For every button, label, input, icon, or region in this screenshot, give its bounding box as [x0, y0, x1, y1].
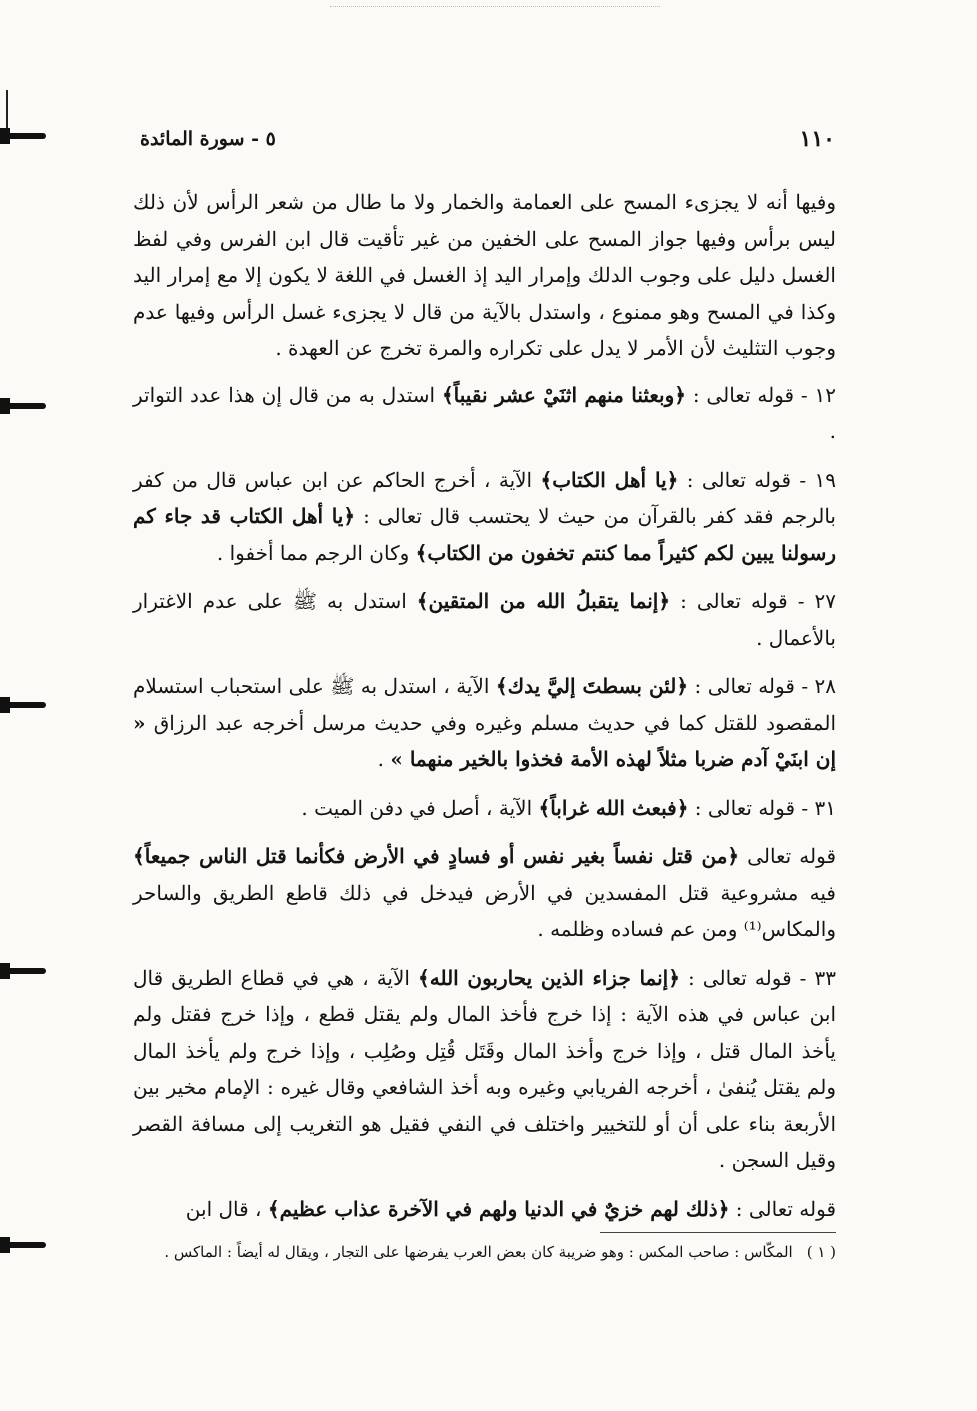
- paragraph-text: وفيها أنه لا يجزىء المسح على العمامة والخمار ولا ما طال من شعر الرأس لأن ذلك ليس برأس وفيها جواز المسح على الخفين من غير تأقيت قال ابن الفرس وفي لفظ الغسل دليل على وجوب الدلك وإمرار اليد إذ الغسل في اللغة لا يكون إلا مع إمرار اليد وكذا في المسح وهو ممنوع ، واستدل بالآية من قال لا يجزىء غسل الرأس وفيها عدم وجوب التثليث لأن الأمر لا يدل على تكراره والمرة تخرج عن العهدة .: [133, 190, 836, 360]
- running-title: ٥ - سورة المائدة: [140, 128, 276, 150]
- footnote-marker: ( ١ ): [806, 1243, 836, 1261]
- verse-ref: ٢٨ - قوله تعالى :: [688, 674, 836, 698]
- quran-quote: ﴿يا أهل الكتاب قد جاء كم رسولنا يبين لكم كثيراً مما كنتم تخفون من الكتاب﴾: [133, 504, 836, 565]
- body-text: [133, 184, 836, 1239]
- page-header: [140, 126, 835, 156]
- binding-mark: [0, 963, 48, 979]
- paragraph: [133, 838, 836, 948]
- commentary: فيه مشروعية قتل المفسدين في الأرض فيدخل في ذلك قاطع الطريق والساحر والمكاس⁽¹⁾ ومن عم فساده وظلمه .: [133, 880, 836, 941]
- verse-ref: قوله تعالى :: [729, 1196, 836, 1221]
- top-rule: [330, 0, 660, 7]
- footnote-text: المكّاس : صاحب المكس : وهو ضريبة كان بعض العرب يفرضها على التجار ، ويقال له أيضاً : الماكس .: [164, 1243, 793, 1261]
- binding-mark: [0, 697, 48, 713]
- quran-quote: ﴿لئن بسطتَ إليَّ يدك﴾: [495, 674, 689, 698]
- verse-ref: ١٢ - قوله تعالى :: [686, 382, 836, 407]
- commentary: استدل به من قال إن هذا عدد التواتر .: [133, 382, 836, 443]
- paragraph: [133, 668, 836, 778]
- commentary: الآية ، هي في قطاع الطريق قال ابن عباس في هذه الآية : إذا خرج فأخذ المال ولم يقتل قطع ، وإذا خرج فقتل ولم يأخذ المال قتل ، وإذا خرج وأخذ المال وقَتَل قُتِل وصُلِب ، وإذا خرج ولم يأخذ المال ولم يقتل يُنفىٰ ، أخرجه الفريابي وغيره وبه أخذ الشافعي وقال غيره : الإمام مخير بين الأربعة بناء على أن أو للتخيير واختلف في النفي فقيل هو التغريب إلى مسافة القصر وقيل السجن .: [133, 965, 836, 1172]
- binding-edge: [6, 90, 8, 130]
- paragraph: [133, 462, 836, 572]
- footnote: [133, 1240, 836, 1264]
- paragraph: [133, 184, 836, 367]
- verse-ref: ٣٣ - قوله تعالى :: [679, 965, 836, 990]
- quran-quote: ﴿يا أهل الكتاب﴾: [540, 467, 679, 492]
- quran-quote: ﴿ذلك لهم خزيٌ في الدنيا ولهم في الآخرة عذاب عظيم﴾: [267, 1196, 730, 1221]
- commentary: ، قال ابن: [185, 1196, 268, 1221]
- binding-mark: [0, 128, 48, 144]
- quran-quote: ﴿إنما يتقبلُ الله من المتقين﴾: [416, 589, 671, 613]
- commentary: الآية ، استدل به ﷺ على استحباب استسلام المقصود للقتل كما في حديث مسلم وغيره وفي حديث مرسل أخرجه عبد الرزاق: [133, 674, 836, 735]
- hadith-quote: « إن ابنَيْ آدم ضربا مثلاً لهذه الأمة فخذوا بالخير منهما »: [133, 710, 836, 771]
- quran-quote: ﴿إنما جزاء الذين يحاربون الله﴾: [418, 965, 680, 990]
- quran-quote: ﴿وبعثنا منهم اثنَيْ عشر نقيباً﴾: [441, 382, 686, 407]
- verse-ref: ١٩ - قوله تعالى :: [678, 467, 836, 492]
- binding-mark: [0, 1237, 48, 1253]
- paragraph: [133, 1191, 836, 1228]
- binding-mark: [0, 398, 48, 414]
- verse-ref: ٢٧ - قوله تعالى :: [670, 589, 836, 613]
- commentary: الآية ، أصل في دفن الميت .: [301, 795, 539, 820]
- page-number: ١١٠: [799, 126, 835, 152]
- commentary: وكان الرجم مما أخفوا .: [216, 540, 416, 565]
- verse-ref: قوله تعالى: [739, 844, 836, 868]
- paragraph: [133, 960, 836, 1179]
- commentary: الآية ، أخرج الحاكم عن ابن عباس قال من كفر بالرجم فقد كفر بالقرآن من حيث لا يحتسب قال تعالى :: [133, 467, 836, 528]
- quran-quote: ﴿من قتل نفساً بغير نفس أو فسادٍ في الأرض فكأنما قتل الناس جميعاً﴾: [133, 844, 740, 868]
- commentary: استدل به ﷺ على عدم الاغترار بالأعمال .: [133, 589, 836, 650]
- quran-quote: ﴿فبعث الله غراباً﴾: [538, 795, 689, 820]
- footnote-rule: [600, 1232, 836, 1233]
- commentary: .: [377, 747, 391, 771]
- paragraph: [133, 790, 836, 827]
- paragraph: [133, 377, 836, 450]
- verse-ref: ٣١ - قوله تعالى :: [688, 795, 836, 820]
- paragraph: [133, 583, 836, 656]
